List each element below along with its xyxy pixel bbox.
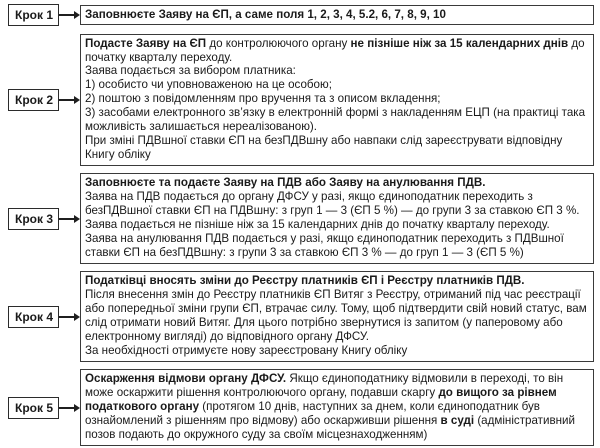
step-paragraph: 3) засобами електронного зв’язку в електронній формі з накладенням ЕЦП (на практиці така можливість залишається нереалізованою). [85, 106, 586, 134]
arrow-right-icon [59, 404, 80, 412]
arrow-line [59, 316, 74, 318]
step-paragraph: Подасте Заяву на ЄП до контролюючого органу не пізніше ніж за 15 календарних днів до початку кварталу переходу. [85, 36, 585, 64]
step-label: Крок 5 [8, 397, 59, 419]
step-paragraph: Після внесення змін до Реєстру платників ЄП Витяг з Реєстру, отриманий під час реєстрації або попередньої зміни групи ЄП, втрачає силу. Тому, щоб підтвердити свій новий статус, вам слід отримати новий Витяг. Для цього потрібно звернутися із запитом (у паперовому або електронному вигляді) до відповідного органу ДФСУ. [85, 288, 587, 344]
step-row [8, 271, 594, 361]
arrow-right-icon [59, 215, 80, 223]
step-paragraph: 1) особисто чи уповноваженою на це особою; [85, 78, 332, 92]
step-label: Крок 3 [8, 208, 59, 230]
step-row [8, 34, 594, 166]
arrow-line [59, 218, 74, 220]
step-label: Крок 1 [8, 4, 59, 26]
step-content-box [80, 369, 594, 446]
arrow-line [59, 14, 74, 16]
step-row [8, 369, 594, 446]
step-paragraph: Заява подається за вибором платника: [85, 64, 296, 78]
arrow-line [59, 407, 74, 409]
step-paragraph: При зміні ПДВшної ставки ЄП на безПДВшну або навпаки слід зареєструвати відповідну Книгу обліку [85, 133, 563, 161]
step-paragraph: За необхідності отримуєте нову зареєстровану Книгу обліку [85, 343, 408, 357]
step-paragraph: Заява подається не пізніше ніж за 15 календарних днів до початку кварталу переходу. [85, 218, 550, 232]
step-label-column [8, 173, 80, 263]
arrow-line [59, 99, 74, 101]
step-content-box [80, 271, 594, 361]
step-row [8, 173, 594, 263]
step-paragraph: 2) поштою з повідомленням про вручення та з описом вкладення; [85, 92, 441, 106]
step-label-column [8, 4, 80, 26]
step-paragraph: Заява на ПДВ подається до органу ДФСУ у разі, якщо єдиноподатник переходить з безПДВшної ставки ЄП на ПДВшну: з груп 1 — 3 (ЄП 5 %) — до групи 3 за ставкою ЄП 3 %. [85, 190, 580, 218]
arrow-right-icon [59, 313, 80, 321]
arrow-right-icon [59, 96, 80, 104]
step-label: Крок 2 [8, 89, 59, 111]
step-label: Крок 4 [8, 306, 59, 328]
step-paragraph: Заява на анулювання ПДВ подається у разі, якщо єдиноподатник переходить з ПДВшної ставки ЄП на безПДВшну: з групи 3 за ставкою ЄП 3 % — до груп 1 — 3 (ЄП 5 %) [85, 232, 564, 259]
step-paragraph: Заповнюєте та подаєте Заяву на ПДВ або Заяву на анулювання ПДВ. [85, 176, 486, 190]
step-paragraph: Податківці вносять зміни до Реєстру платників ЄП і Реєстру платників ПДВ. [85, 274, 525, 288]
step-label-column [8, 369, 80, 446]
step-content-box [80, 173, 594, 263]
step-paragraph: Заповнюєте Заяву на ЄП, а саме поля 1, 2, 3, 4, 5.2, 6, 7, 8, 9, 10 [85, 7, 446, 21]
step-content-box [80, 5, 594, 26]
step-label-column [8, 271, 80, 361]
step-label-column [8, 34, 80, 166]
step-content-box [80, 34, 594, 166]
step-paragraph: Оскарження відмови органу ДФСУ. Якщо єдиноподатнику відмовили в переході, то він може оскаржити рішення контролюючого органу, подавши скаргу до вищого за рівнем податкового органу (протягом 10 днів, наступних за днем, коли єдиноподатник був ознайомлений з рішенням про відмову) або оскарживши рішення в суді (адміністративний позов подають до окружного суду за своїм місцезнаходженням) [85, 372, 575, 442]
step-row [8, 4, 594, 26]
arrow-right-icon [59, 11, 80, 19]
